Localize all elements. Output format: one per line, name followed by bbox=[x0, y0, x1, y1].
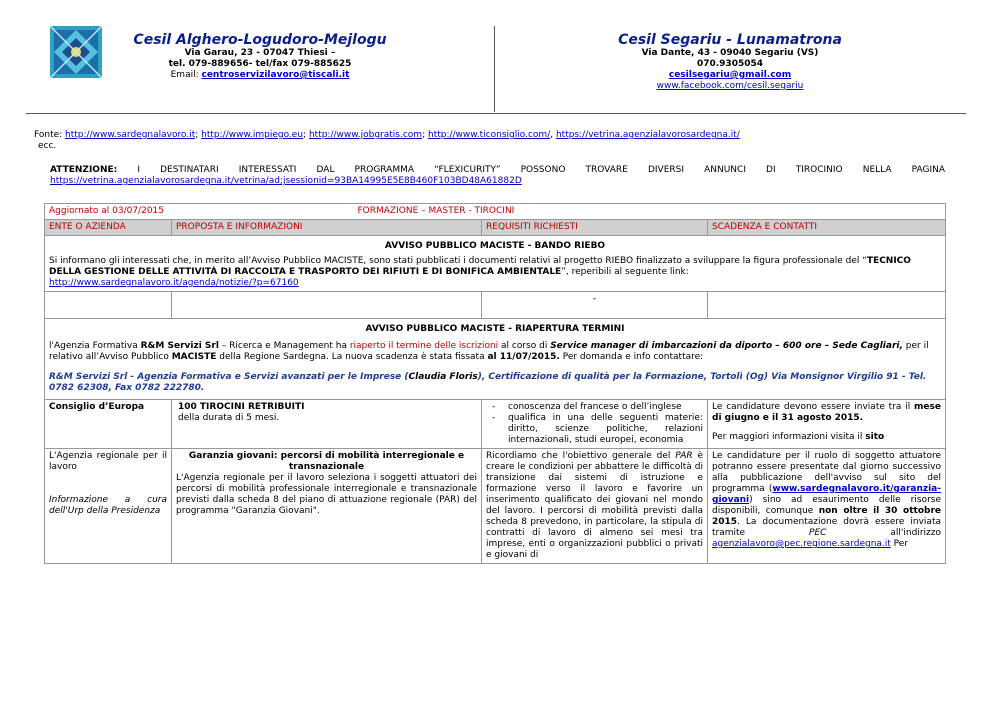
garanzia-dl-text: Le candidature per il ruolo di soggetto attuatore potranno essere presentate dal giorno successivo alla pubblicazione dell'avviso sul sito del programma ( bbox=[712, 451, 941, 494]
garanzia-dl-pec: PEC bbox=[809, 528, 827, 538]
logo bbox=[50, 26, 102, 78]
table-row bbox=[45, 292, 946, 319]
coe-deadline-text: Le candidature devono essere inviate tra il bbox=[712, 402, 915, 412]
source-sep: ; bbox=[422, 130, 428, 140]
cesil-logo-icon bbox=[50, 26, 102, 78]
sources-label: Fonte: bbox=[34, 130, 66, 140]
org-left-email-line bbox=[110, 70, 410, 81]
attention-link[interactable]: https://vetrina.agenzialavorosardegna.it/vetrina/ad;jsessionid=93BA14995E5E8B460F103BD48A61882D bbox=[50, 176, 522, 186]
org-right-facebook-line bbox=[580, 81, 880, 92]
garanzia-entity2: Informazione a cura dell'Urp della Presidenza bbox=[49, 495, 167, 516]
maciste-reopen: riaperto il termine delle iscrizioni bbox=[349, 341, 499, 351]
source-sep: ; bbox=[303, 130, 309, 140]
empty-cell bbox=[708, 292, 946, 319]
org-right-email-line bbox=[580, 70, 880, 81]
riebo-link[interactable]: http://www.sardegnalavoro.it/agenda/notizie/?p=67160 bbox=[49, 278, 299, 288]
source-link[interactable]: http://www.impiego.eu bbox=[201, 130, 304, 140]
coe-deadline bbox=[708, 400, 946, 449]
coe-site-link[interactable]: sito bbox=[865, 432, 885, 442]
updated-cell bbox=[45, 204, 515, 220]
maciste-contact bbox=[49, 372, 941, 394]
table-header-row bbox=[45, 220, 946, 236]
table-row bbox=[45, 449, 946, 564]
table-row bbox=[45, 236, 946, 292]
maciste-title: AVVISO PUBBLICO MACISTE - RIAPERTURA TERMINI bbox=[365, 324, 625, 334]
org-left-email-link[interactable]: centroservizilavoro@tiscali.it bbox=[201, 70, 350, 80]
maciste-course: Service manager di imbarcazioni da diporto – 600 ore – Sede Cagliari, bbox=[550, 341, 903, 351]
org-right-name: Cesil Segariu - Lunamatrona bbox=[618, 32, 842, 48]
maciste-text: l'Agenzia Formativa bbox=[49, 341, 141, 351]
maciste-text: – Ricerca e Management ha bbox=[218, 341, 350, 351]
riebo-text1: Si informano gli interessati che, in merito all’Avviso Pubblico MACISTE, sono stati pubblicati i documenti relativi al progetto RIEBO finalizzato a sviluppare la figura professionale del “ bbox=[49, 256, 867, 266]
header-rule bbox=[26, 113, 966, 114]
contact-text: R&M Servizi Srl - Agenzia Formativa e Servizi avanzati per le Imprese ( bbox=[49, 372, 409, 382]
source-link[interactable]: http://www.sardegnalavoro.it bbox=[65, 130, 196, 140]
dash-cell: - bbox=[482, 292, 708, 319]
source-sep: , bbox=[550, 130, 556, 140]
coe-req-list bbox=[486, 402, 703, 446]
empty-cell bbox=[172, 292, 482, 319]
garanzia-title: Garanzia giovani: percorsi di mobilità interregionale e transnazionale bbox=[188, 451, 465, 472]
coe-entity: Consiglio d’Europa bbox=[45, 400, 172, 449]
attention-label: ATTENZIONE: bbox=[50, 165, 118, 175]
coe-subtitle: della durata di 5 mesi. bbox=[178, 413, 280, 423]
garanzia-pec-email-link[interactable]: agenzialavoro@pec.regione.sardegna.it bbox=[712, 539, 891, 549]
maciste-name: MACISTE bbox=[171, 352, 217, 362]
coe-deadline-date: mese di giugno e il 31 agosto 2015. bbox=[712, 402, 941, 423]
garanzia-entity1: L'Agenzia regionale per il lavoro bbox=[49, 451, 167, 472]
org-right-email-link[interactable]: cesilsegariu@gmail.com bbox=[668, 70, 792, 80]
garanzia-deadline bbox=[708, 449, 946, 564]
garanzia-dl-text: ) sino ad esaurimento delle risorse disponibili, comunque bbox=[712, 495, 941, 516]
table-row bbox=[45, 319, 946, 400]
garanzia-dl-text: all'indirizzo bbox=[826, 528, 941, 538]
maciste-text: della Regione Sardegna. La nuova scadenza è stata fissata bbox=[216, 352, 488, 362]
garanzia-dl-date: non oltre il 30 ottobre 2015 bbox=[712, 506, 941, 527]
org-left-address: Via Garau, 23 - 07047 Thiesi – bbox=[184, 48, 336, 58]
category-label: FORMAZIONE – MASTER - TIROCINI bbox=[357, 206, 515, 216]
org-left-name: Cesil Alghero-Logudoro-Mejlogu bbox=[133, 32, 387, 48]
col-header: PROPOSTA E INFORMAZIONI bbox=[172, 220, 482, 236]
maciste-text: per il relativo all’Avviso Pubblico bbox=[49, 341, 929, 362]
coe-requirements bbox=[482, 400, 708, 449]
email-label: Email: bbox=[170, 70, 202, 80]
garanzia-entity bbox=[45, 449, 172, 564]
sources-line bbox=[34, 130, 954, 152]
source-link[interactable]: http://www.ticonsiglio.com/ bbox=[427, 130, 551, 140]
list-item: - conoscenza del francese o dell’inglese bbox=[508, 402, 703, 413]
updated-date: Aggiornato al 03/07/2015 bbox=[49, 206, 164, 216]
table-updated-row bbox=[45, 204, 946, 220]
source-link[interactable]: http://www.jobgratis.com bbox=[308, 130, 423, 140]
maciste-org: R&M Servizi Srl bbox=[140, 341, 219, 351]
garanzia-requirements bbox=[482, 449, 708, 564]
updated-filler bbox=[482, 204, 946, 220]
org-left-tel: tel. 079-889656- tel/fax 079-885625 bbox=[168, 59, 352, 69]
riebo-cell bbox=[45, 236, 946, 292]
source-sep: ; bbox=[195, 130, 202, 140]
sources-ecc: ecc. bbox=[38, 141, 57, 151]
header-right bbox=[580, 32, 880, 92]
garanzia-text: L'Agenzia regionale per il lavoro seleziona i soggetti attuatori dei percorsi di mobilità professionale interregionale e transnazionale previsti dalla scheda 8 del piano di attuazione regionale (PAR) del programma "Garanzia Giovani". bbox=[176, 473, 477, 516]
coe-more-text: Per maggiori informazioni visita il bbox=[712, 432, 866, 442]
garanzia-dl-text: . La documentazione dovrà essere inviata tramite bbox=[712, 517, 941, 538]
coe-title: 100 TIROCINI RETRIBUITI bbox=[178, 402, 305, 412]
org-right-address: Via Dante, 43 - 09040 Segariu (VS) bbox=[641, 48, 819, 58]
contact-name: Claudia Floris bbox=[408, 372, 478, 382]
garanzia-req-text: è creare le condizioni per abbattere le difficoltà di transizione dai sistemi di istruzione e formazione verso il lavoro e favorire un inserimento qualificato dei giovani nel mondo del lavoro. I percorsi di mobilità previsti dalla scheda 8 prevedono, in particolare, la stipula di contratti di lavoro di almeno sei mesi tra imprese, enti o organizzazioni pubblici o privati e giovani di bbox=[486, 451, 703, 560]
maciste-text: Per domanda e info contattare: bbox=[559, 352, 704, 362]
garanzia-proposal bbox=[172, 449, 482, 564]
riebo-text2: ”, reperibili al seguente link: bbox=[561, 267, 689, 277]
attention-block bbox=[50, 165, 945, 187]
riebo-bold: TECNICO DELLA GESTIONE DELLE ATTIVITÀ DI RACCOLTA E TRASPORTO DEI RIFIUTI E DI BONIFICA AMBIENTALE bbox=[49, 256, 911, 277]
table-row bbox=[45, 400, 946, 449]
garanzia-req-text: Ricordiamo che l'obiettivo generale del bbox=[486, 451, 676, 461]
header-left bbox=[110, 32, 410, 81]
org-right-facebook-link[interactable]: www.facebook.com/cesil.segariu bbox=[656, 81, 804, 91]
contact-text: ), Certificazione di qualità per la Formazione, Tortolì (Og) Via Monsignor Virgilio 91 - Tel. 0782 62308, Fax 0782 222780. bbox=[49, 372, 927, 393]
col-header: ENTE O AZIENDA bbox=[45, 220, 172, 236]
maciste-cell bbox=[45, 319, 946, 400]
garanzia-program-link[interactable]: www.sardegnalavoro.it/garanzia-giovani bbox=[712, 484, 941, 505]
listings-table bbox=[44, 203, 946, 564]
org-right-tel: 070.9305054 bbox=[696, 59, 764, 69]
col-header: SCADENZA E CONTATTI bbox=[708, 220, 946, 236]
coe-proposal bbox=[172, 400, 482, 449]
garanzia-req-par: PAR bbox=[675, 451, 693, 461]
empty-cell bbox=[45, 292, 172, 319]
maciste-text: al corso di bbox=[498, 341, 551, 351]
attention-text: I DESTINATARI INTERESSATI DAL PROGRAMMA “FLEXICURITY” POSSONO TROVARE DIVERSI ANNUNCI DI TIROCINIO NELLA PAGINA bbox=[117, 165, 945, 175]
source-link[interactable]: https://vetrina.agenzialavorosardegna.it/ bbox=[555, 130, 740, 140]
maciste-date: al 11/07/2015. bbox=[487, 352, 560, 362]
riebo-title: AVVISO PUBBLICO MACISTE - BANDO RIEBO bbox=[384, 241, 606, 251]
list-item: - qualifica in una delle seguenti materie: diritto, scienze politiche, relazioni internazionali, studi europei, economia bbox=[508, 413, 703, 446]
col-header: REQUISITI RICHIESTI bbox=[482, 220, 708, 236]
header-divider bbox=[494, 26, 495, 112]
garanzia-dl-text: Per bbox=[890, 539, 909, 549]
